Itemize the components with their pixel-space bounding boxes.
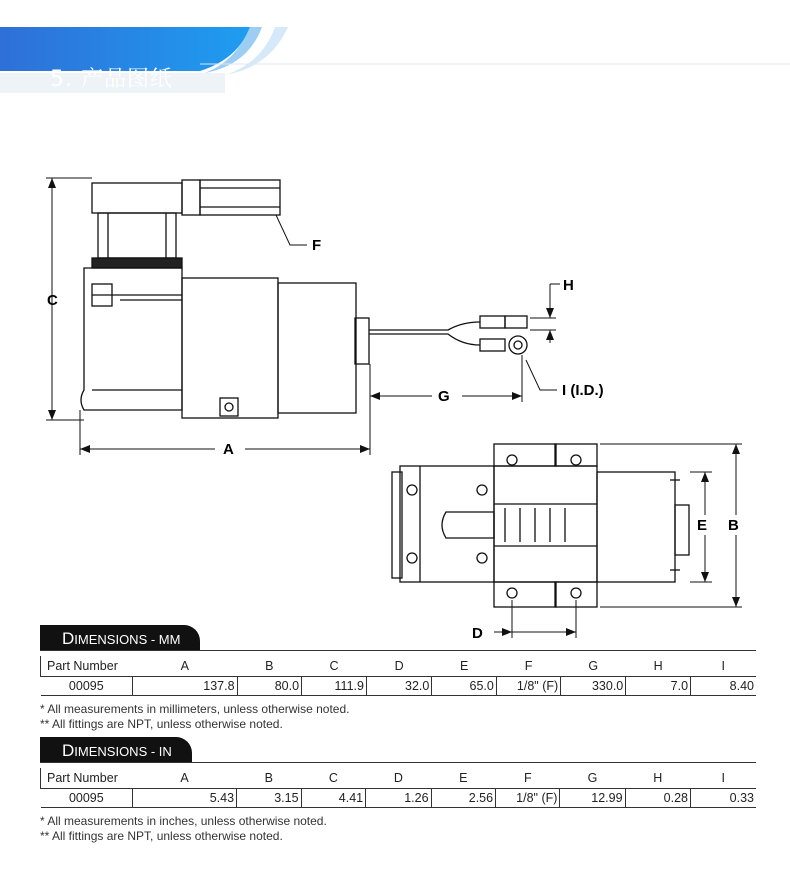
header-cell: I <box>721 659 726 673</box>
header-cell: Part Number <box>41 768 133 789</box>
dimensions-mm-tab: DIMENSIONS - MM <box>40 625 200 651</box>
fitting-f <box>200 180 280 215</box>
note-fittings: ** All fittings are NPT, unless otherwise noted. <box>40 829 283 843</box>
note-measurements: * All measurements in millimeters, unless otherwise noted. <box>40 702 350 716</box>
divider <box>40 650 756 651</box>
table-cell: 12.99 <box>560 789 625 808</box>
header-cell: H <box>653 771 663 785</box>
header-cell: B <box>265 659 274 673</box>
dimension-drawing-svg <box>0 160 790 640</box>
section-header-banner <box>0 27 790 102</box>
header-cell: Part Number <box>41 656 133 677</box>
note-measurements: * All measurements in inches, unless otherwise noted. <box>40 814 327 828</box>
dimensions-mm-section <box>40 625 756 735</box>
pump-head-top-view <box>400 466 494 582</box>
pump-head-top <box>92 183 182 213</box>
table-cell: 111.9 <box>302 677 367 696</box>
page-title: 5. 产品图纸 <box>50 67 173 92</box>
table-cell: 1.26 <box>366 789 431 808</box>
motor-body <box>182 278 278 418</box>
table-cell: 7.0 <box>626 677 691 696</box>
label-h: H <box>563 277 574 294</box>
dimensions-in-section <box>40 737 756 852</box>
divider <box>40 762 756 763</box>
table-cell: 32.0 <box>366 677 431 696</box>
table-header-row <box>41 656 757 677</box>
label-g: G <box>438 388 450 405</box>
dimensions-mm-table <box>40 656 756 696</box>
table-cell: 8.40 <box>691 677 756 696</box>
label-i: I (I.D.) <box>562 382 604 399</box>
table-row <box>41 789 757 808</box>
table-cell: 0.28 <box>625 789 690 808</box>
table-cell: 3.15 <box>237 789 302 808</box>
header-cell: E <box>459 771 468 785</box>
note-fittings: ** All fittings are NPT, unless otherwise noted. <box>40 717 283 731</box>
motor-endcap <box>278 283 356 413</box>
header-cell: G <box>588 659 599 673</box>
pump-housing <box>81 268 182 410</box>
table-cell: 00095 <box>41 789 133 808</box>
table-cell: 5.43 <box>133 789 237 808</box>
label-e: E <box>697 517 708 534</box>
header-cell: F <box>524 659 533 673</box>
header-cell: C <box>328 771 338 785</box>
header-cell: H <box>653 659 663 673</box>
dimensions-in-tab: DIMENSIONS - IN <box>40 737 192 763</box>
product-drawing <box>0 160 790 640</box>
table-cell: 4.41 <box>301 789 366 808</box>
table-row <box>41 677 757 696</box>
label-b: B <box>728 517 739 534</box>
header-cell: G <box>587 771 598 785</box>
label-a: A <box>223 441 234 458</box>
table-cell: 0.33 <box>691 789 757 808</box>
label-c: C <box>47 292 58 309</box>
header-cell: F <box>523 771 532 785</box>
table-cell: 65.0 <box>432 677 497 696</box>
table-cell: 137.8 <box>133 677 237 696</box>
table-cell: 330.0 <box>561 677 626 696</box>
table-cell: 00095 <box>41 677 133 696</box>
table-cell: 1/8" (F) <box>496 677 560 696</box>
label-d: D <box>472 625 483 640</box>
table-header-row <box>41 768 757 789</box>
header-cell: D <box>393 771 403 785</box>
table-cell: 80.0 <box>237 677 302 696</box>
motor-top-view <box>494 466 597 582</box>
header-cell: A <box>180 659 189 673</box>
header-cell: B <box>264 771 273 785</box>
table-cell: 1/8" (F) <box>496 789 560 808</box>
header-cell: D <box>394 659 404 673</box>
header-cell: A <box>180 771 189 785</box>
header-cell: C <box>329 659 339 673</box>
mount-bracket-top-left <box>494 444 556 466</box>
pump-head-neck <box>98 213 176 258</box>
label-f: F <box>312 237 322 254</box>
table-cell: 2.56 <box>431 789 496 808</box>
header-cell: E <box>459 659 469 673</box>
header-cell: I <box>721 771 725 785</box>
dimensions-in-table <box>40 768 756 808</box>
